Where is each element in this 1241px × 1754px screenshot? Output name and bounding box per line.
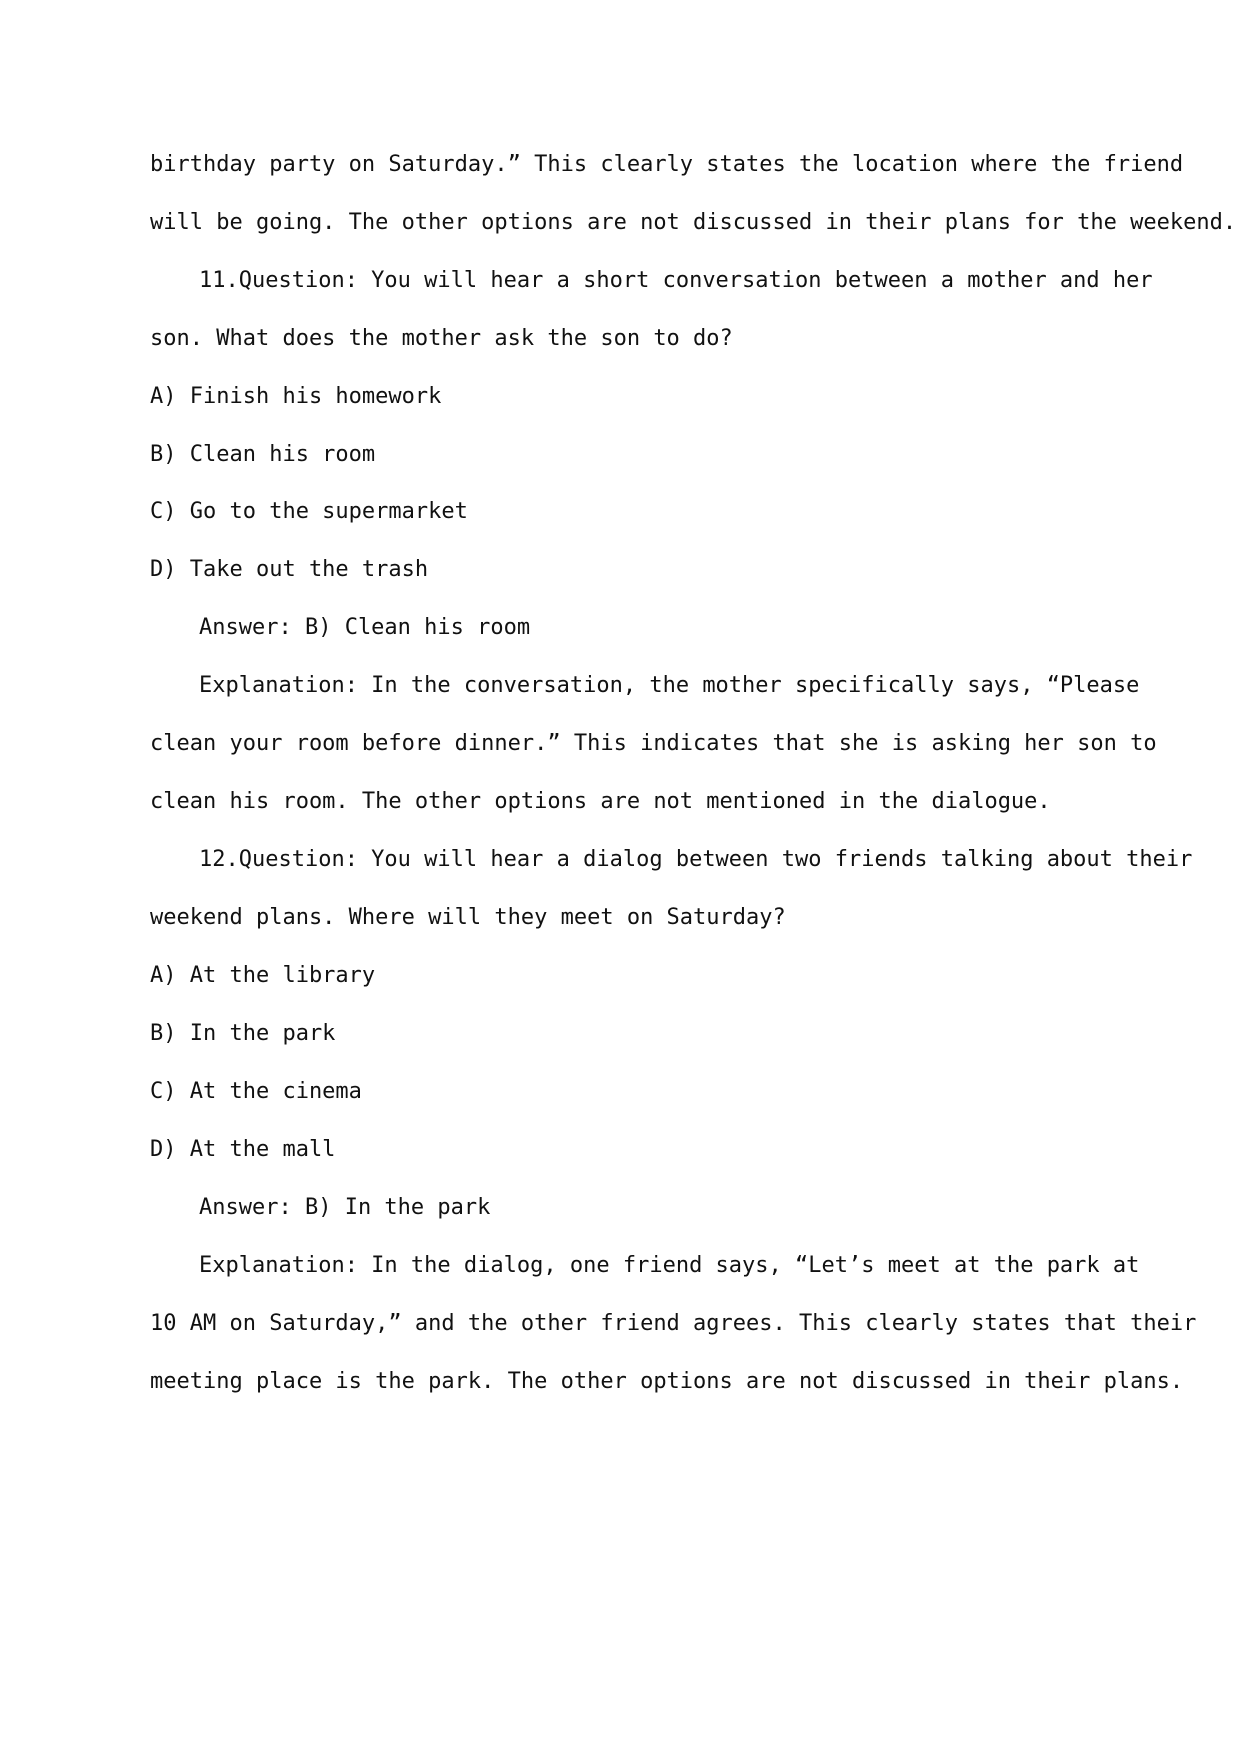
intro-line-2: will be going. The other options are not discussed in their plans for the weekend. — [150, 210, 1237, 235]
q12-option-c: C) At the cinema — [150, 1079, 362, 1104]
q12-option-b: B) In the park — [150, 1021, 336, 1046]
q11-option-b: B) Clean his room — [150, 442, 376, 467]
q11-question-line-1: 11.Question: You will hear a short conversation between a mother and her — [199, 268, 1153, 293]
q12-question-line-2: weekend plans. Where will they meet on Saturday? — [150, 905, 786, 930]
q12-explanation-line-1: Explanation: In the dialog, one friend says, “Let’s meet at the park at — [199, 1253, 1140, 1278]
q11-explanation-line-3: clean his room. The other options are not mentioned in the dialogue. — [150, 789, 1051, 814]
q11-explanation-line-2: clean your room before dinner.” This indicates that she is asking her son to — [150, 731, 1157, 756]
q11-option-c: C) Go to the supermarket — [150, 499, 468, 524]
q11-option-d: D) Take out the trash — [150, 557, 429, 582]
q11-question-line-2: son. What does the mother ask the son to do? — [150, 326, 733, 351]
q12-option-d: D) At the mall — [150, 1137, 336, 1162]
q12-question-line-1: 12.Question: You will hear a dialog between two friends talking about their — [199, 847, 1193, 872]
q11-explanation-line-1: Explanation: In the conversation, the mother specifically says, “Please — [199, 673, 1140, 698]
intro-line-1: birthday party on Saturday.” This clearly states the location where the friend — [150, 152, 1184, 177]
q12-answer: Answer: B) In the park — [199, 1195, 491, 1220]
q11-option-a: A) Finish his homework — [150, 384, 442, 409]
q12-explanation-line-3: meeting place is the park. The other options are not discussed in their plans. — [150, 1369, 1184, 1394]
q12-option-a: A) At the library — [150, 963, 376, 988]
q12-explanation-line-2: 10 AM on Saturday,” and the other friend agrees. This clearly states that their — [150, 1311, 1197, 1336]
q11-answer: Answer: B) Clean his room — [199, 615, 531, 640]
